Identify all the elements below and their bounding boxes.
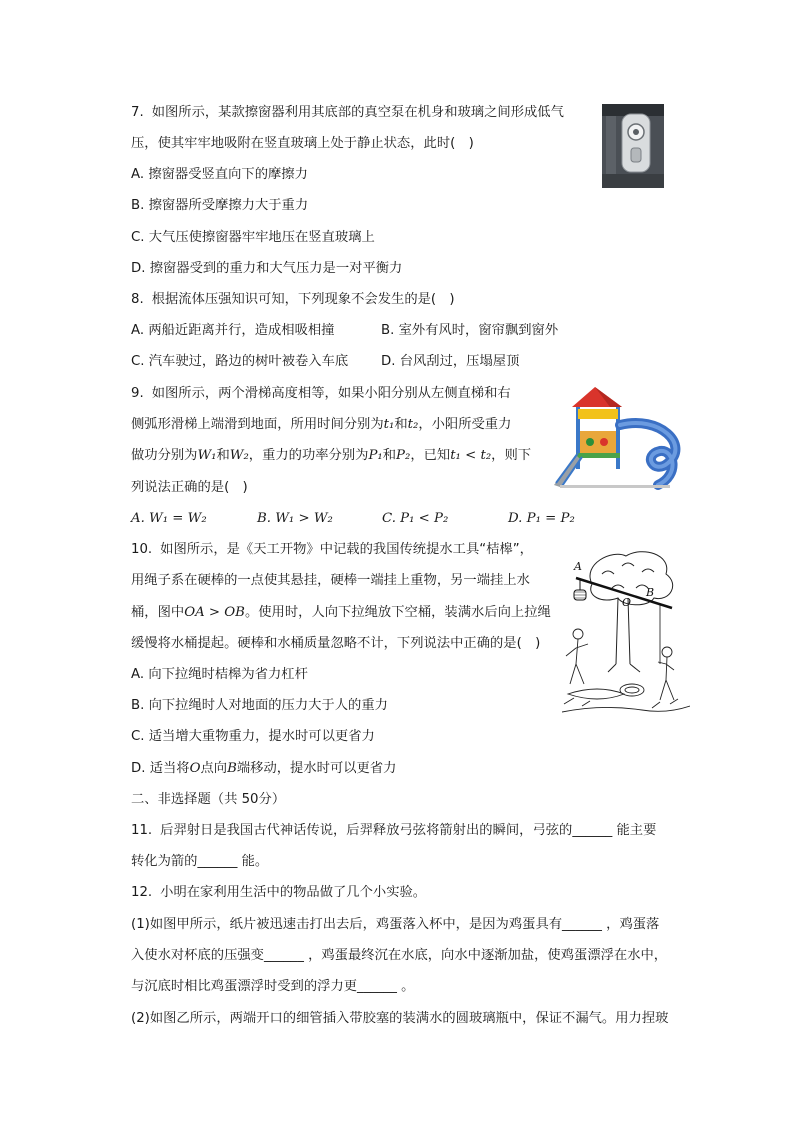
q10-option-d-b: 点向 <box>200 761 228 776</box>
q8-option-a: A. 两船近距离并行，造成相吸相撞 <box>131 323 335 338</box>
q9-p2: P₂ <box>396 448 411 463</box>
q9-t1: t₁ <box>383 417 395 432</box>
q9-option-d: D. P₁ = P₂ <box>508 511 575 526</box>
q9-option-c: C. P₁ < P₂ <box>382 511 449 526</box>
q9-stem-3b: ，重力的功率分别为 <box>248 448 369 463</box>
q10-number: 10. <box>131 542 153 557</box>
q9-stem-1: 如图所示，两个滑梯高度相等，如果小阳分别从左侧直梯和右 <box>151 386 511 401</box>
q12-number: 12. <box>131 885 153 900</box>
q9-stem-3a: 做功分别为 <box>131 448 198 463</box>
q10-stem-4: 缓慢将水桶提起。硬棒和水桶质量忽略不计，下列说法中正确的是( ) <box>131 636 541 651</box>
q9-condition: t₁ < t₂ <box>450 448 492 463</box>
q7-line-1 <box>131 104 564 122</box>
q10-stem-2: 用绳子系在硬棒的一点使其悬挂，硬棒一端挂上重物，另一端挂上水 <box>131 573 530 588</box>
q8-option-d: D. 台风刮过，压塌屋顶 <box>381 354 520 369</box>
q8-stem: 根据流体压强知识可知，下列现象不会发生的是( ) <box>151 292 455 307</box>
q8-stem-line <box>131 291 455 309</box>
q10-option-d <box>131 760 396 778</box>
q7-option-b: B. 擦窗器所受摩擦力大于重力 <box>131 198 309 213</box>
q12-part1-line-3: 与沉底时相比鸡蛋漂浮时受到的浮力更______ 。 <box>131 979 415 994</box>
q10-option-d-bpoint: B <box>227 761 237 776</box>
q10-option-c: C. 适当增大重物重力，提水时可以更省力 <box>131 729 375 744</box>
q7-option-d: D. 擦窗器受到的重力和大气压力是一对平衡力 <box>131 261 403 276</box>
q11-stem-2: 转化为箭的______ 能。 <box>131 854 269 869</box>
q9-option-a: A. W₁ = W₂ <box>131 511 207 526</box>
q9-stem-4: 列说法正确的是( ) <box>131 480 248 495</box>
q10-stem-1: 如图所示，是《天工开物》中记载的我国传统提水工具“桔槔”， <box>160 542 533 557</box>
q8-option-b: B. 室外有风时，窗帘飘到窗外 <box>381 323 559 338</box>
q10-option-a: A. 向下拉绳时桔槔为省力杠杆 <box>131 667 308 682</box>
shadoof-illustration <box>562 544 690 718</box>
q7-number: 7. <box>131 105 144 120</box>
label-o: O <box>622 596 632 609</box>
q10-oa-ob: OA > OB <box>184 605 245 620</box>
q11-number: 11. <box>131 823 153 838</box>
label-a: A <box>574 560 582 573</box>
q9-w2: W₂ <box>229 448 249 463</box>
q9-option-b: B. W₁ > W₂ <box>257 511 333 526</box>
q9-line-1 <box>131 385 511 403</box>
section-2-heading: 二、非选择题（共 50分） <box>131 792 286 807</box>
q9-stem-2b: ，小阳所受重力 <box>418 417 512 432</box>
q10-option-d-a: D. 适当将 <box>131 761 190 776</box>
q9-number: 9. <box>131 386 144 401</box>
q9-stem-3c: ，已知 <box>410 448 451 463</box>
q9-and-3: 和 <box>382 448 397 463</box>
q8-number: 8. <box>131 292 144 307</box>
q8-option-c: C. 汽车驶过，路边的树叶被卷入车底 <box>131 354 349 369</box>
q9-and-2: 和 <box>216 448 230 463</box>
q9-p1: P₁ <box>368 448 383 463</box>
q10-stem-3b: 。使用时，人向下拉绳放下空桶，装满水后向上拉绳 <box>244 605 551 620</box>
label-b: B <box>646 586 655 599</box>
q11-stem-1: 后羿射日是我国古代神话传说，后羿释放弓弦将箭射出的瞬间，弓弦的______ 能主要 <box>160 823 657 838</box>
q9-stem-3d: ，则下 <box>491 448 532 463</box>
q9-line-2 <box>131 416 511 434</box>
q7-stem-1: 如图所示，某款擦窗器利用其底部的真空泵在机身和玻璃之间形成低气 <box>151 105 564 120</box>
q9-w1: W₁ <box>197 448 217 463</box>
playground-slides-image <box>550 385 692 495</box>
q11-line-1 <box>131 822 656 840</box>
q9-and-1: 和 <box>394 417 408 432</box>
q7-option-a: A. 擦窗器受竖直向下的摩擦力 <box>131 167 308 182</box>
q7-stem-2: 压，使其牢牢地吸附在竖直玻璃上处于静止状态，此时( ) <box>131 136 474 151</box>
q12-part2-line-1: (2)如图乙所示，两端开口的细管插入带胶塞的装满水的圆玻璃瓶中，保证不漏气。用力捏玻 <box>131 1011 669 1026</box>
q7-option-c: C. 大气压使擦窗器牢牢地压在竖直玻璃上 <box>131 230 375 245</box>
q9-stem-2a: 侧弧形滑梯上端滑到地面，所用时间分别为 <box>131 417 384 432</box>
q10-option-d-c: 端移动，提水时可以更省力 <box>236 761 397 776</box>
q12-line-1 <box>131 884 426 902</box>
q9-t2: t₂ <box>407 417 419 432</box>
q12-part1-line-2: 入使水对杯底的压强变______ ，鸡蛋最终沉在水底，向水中逐渐加盐，使鸡蛋漂浮在水中， <box>131 948 668 963</box>
q10-line-1 <box>131 541 533 559</box>
q10-option-b: B. 向下拉绳时人对地面的压力大于人的重力 <box>131 698 388 713</box>
q12-stem: 小明在家利用生活中的物品做了几个小实验。 <box>160 885 427 900</box>
q10-line-3 <box>131 604 551 622</box>
q9-line-3 <box>131 447 531 465</box>
q10-option-d-o: O <box>189 761 201 776</box>
q12-part1-line-1: (1)如图甲所示，纸片被迅速击打出去后，鸡蛋落入杯中，是因为鸡蛋具有______ ，鸡蛋落 <box>131 917 660 932</box>
window-cleaner-photo <box>602 104 664 188</box>
q10-stem-3a: 桶，图中 <box>131 605 185 620</box>
